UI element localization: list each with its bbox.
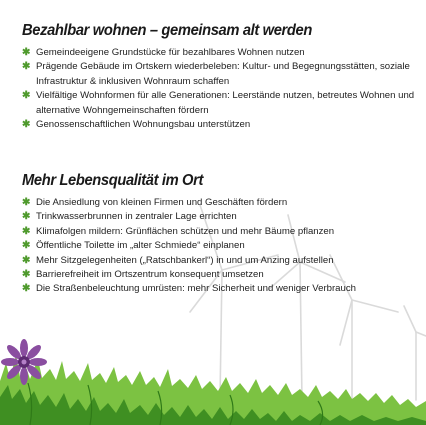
- bullet-list: [22, 196, 418, 297]
- section-quality-of-life: [22, 172, 418, 297]
- list-item: ✱ Genossenschaftlichen Wohnungsbau unterstützen: [22, 118, 418, 132]
- asterisk-bullet-icon: ✱: [22, 240, 31, 252]
- list-item: ✱ Öffentliche Toilette im „alter Schmiede“ einplanen: [22, 239, 418, 253]
- list-item: ✱ Mehr Sitzgelegenheiten („Ratschbankerl“) in und um Anzing aufstellen: [22, 254, 418, 268]
- bullet-list: [22, 46, 418, 132]
- list-item: ✱ Vielfältige Wohnformen für alle Generationen: Leerstände nutzen, betreutes Wohnen und alternative Wohngemeinschaften fördern: [22, 90, 415, 116]
- section-title: Bezahlbar wohnen – gemeinsam alt werden: [22, 22, 312, 39]
- list-item: ✱ Gemeindeeigene Grundstücke für bezahlbares Wohnen nutzen: [22, 46, 418, 60]
- list-item: ✱ Klimafolgen mildern: Grünflächen schützen und mehr Bäume pflanzen: [22, 225, 418, 239]
- asterisk-bullet-icon: ✱: [22, 225, 31, 237]
- section-affordable-housing: [22, 22, 418, 132]
- grass-illustration: [0, 333, 426, 425]
- list-item: ✱ Die Ansiedlung von kleinen Firmen und Geschäften fördern: [22, 196, 418, 210]
- flower-icon: [0, 338, 48, 386]
- asterisk-bullet-icon: ✱: [22, 119, 31, 131]
- asterisk-bullet-icon: ✱: [22, 61, 31, 73]
- asterisk-bullet-icon: ✱: [22, 47, 31, 58]
- list-item: ✱ Trinkwasserbrunnen in zentraler Lage errichten: [22, 210, 418, 224]
- list-item: ✱ Die Straßenbeleuchtung umrüsten: mehr Sicherheit und weniger Verbrauch: [22, 282, 418, 296]
- asterisk-bullet-icon: ✱: [22, 197, 31, 208]
- asterisk-bullet-icon: ✱: [22, 269, 31, 281]
- list-item: ✱ Prägende Gebäude im Ortskern wiederbeleben: Kultur- und Begegnungsstätten, soziale Infrastruktur & inklusiven Wohnraum schaffen: [22, 61, 410, 87]
- asterisk-bullet-icon: ✱: [22, 90, 31, 102]
- asterisk-bullet-icon: ✱: [22, 211, 31, 223]
- list-item: ✱ Barrierefreiheit im Ortszentrum konsequent umsetzen: [22, 268, 418, 282]
- section-title: Mehr Lebensqualität im Ort: [22, 172, 204, 189]
- asterisk-bullet-icon: ✱: [22, 254, 31, 266]
- asterisk-bullet-icon: ✱: [22, 283, 31, 295]
